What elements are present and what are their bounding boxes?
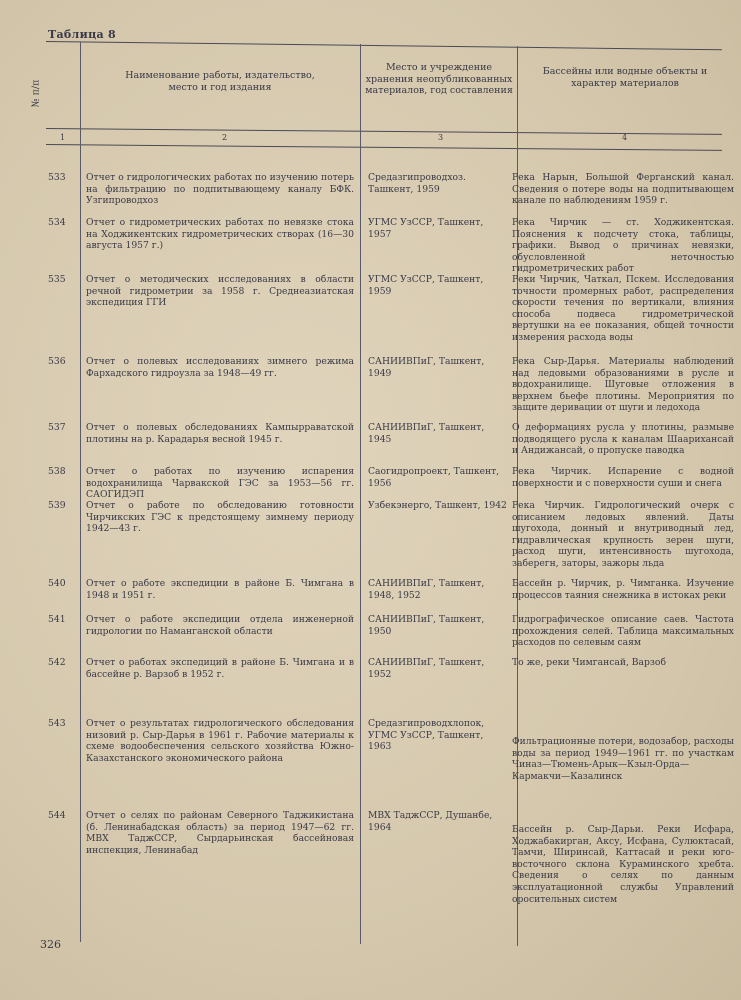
storage-place: МВХ ТаджССР, Душанбе, 1964 [368,810,493,833]
column-number: 3 [438,133,444,142]
storage-place: Средазгипроводхлопок, УГМС УзССР, Ташкент, 1963 [368,718,485,753]
storage-place: Саогидропроект, Ташкент, 1956 [368,466,500,489]
work-title: Отчет о полевых обследованиях Кампырраватской плотины на р. Карадарья весной 1945 г. [86,422,354,445]
page-number: 326 [40,938,61,951]
row-number: 540 [48,578,66,589]
storage-place: САНИИВПиГ, Ташкент, 1945 [368,422,485,445]
work-title: Отчет о результатах гидрологического обследования низовий р. Сыр-Дарья в 1961 г. Рабочие материалы к схеме водообеспечения сельского хозяйства Южно-Казахстанского экономического района [86,718,354,764]
basin-description: О деформациях русла у плотины, размыве подводящего русла к каналам Шаарихансай и Андижансай, о пропуске паводка [512,422,734,457]
work-title: Отчет о гидрологических работах по изучению потерь на фильтрацию по подпитывающему каналу БФК. Узгипроводхоз [86,172,354,207]
row-number: 544 [48,810,66,821]
storage-place: Узбекэнерго, Ташкент, 1942 [368,500,507,511]
row-number: 536 [48,356,66,367]
row-number: 533 [48,172,66,183]
basin-description: То же, реки Чимгансай, Варзоб [512,657,666,668]
column-number: 4 [622,133,628,142]
storage-place: САНИИВПиГ, Ташкент, 1949 [368,356,485,379]
header-top-rule [46,41,722,50]
row-number: 538 [48,466,66,477]
row-number: 543 [48,718,66,729]
row-number: 542 [48,657,66,668]
work-title: Отчет о селях по районам Северного Таджикистана (б. Ленинабадская область) за период 1947—62 гг. МВХ ТаджССР, Сырдарьинская бассейновая инспекция, Ленинабад [86,810,354,856]
col-divider-1 [80,42,81,942]
basin-description: Река Сыр-Дарья. Материалы наблюдений над ледовыми образованиями в русле и водохранилище. Шуговые отложения в верхнем бьефе плотины. Мероприятия по защите деривации от шуги и ледохода [512,356,734,414]
basin-description: Река Чирчик — ст. Ходжикентская. Пояснения к подсчету стока, таблицы, графики. Вывод о причинах невязки, обусловленной неточностью гидрометрических работ [512,217,734,275]
basin-description: Фильтрационные потери, водозабор, расходы воды за период 1949—1961 гг. по участкам Чиназ—Тюмень-Арык—Кзыл-Орда—Кармакчи—Казалинск [512,736,734,782]
basin-description: Реки Чирчик, Чаткал, Пскем. Исследования точности промерных работ, распределения скорости течения по вертикали, влияния способа подвеса гидрометрической вертушки на ее показания, общей точности измерения расхода воды [512,274,734,343]
work-title: Отчет о работе по обследованию готовности Чирчикских ГЭС к предстоящему зимнему периоду 1942—43 г. [86,500,354,535]
storage-place: УГМС УзССР, Ташкент, 1957 [368,217,484,240]
work-title: Отчет о полевых исследованиях зимнего режима Фархадского гидроузла за 1948—49 гг. [86,356,354,379]
header-basin: Бассейны или водные объекты и характер материалов [542,66,708,89]
work-title: Отчет о методических исследованиях в области речной гидрометрии за 1958 г. Среднеазиатская экспедиция ГГИ [86,274,354,309]
work-title: Отчет о работе экспедиции отдела инженерной гидрологии по Наманганской области [86,614,354,637]
table-label: Таблица 8 [48,28,117,41]
basin-description: Бассейн р. Чирчик, р. Чимганка. Изучение процессов таяния снежника в истоках реки [512,578,734,601]
header-bottom-rule [46,144,722,151]
storage-place: УГМС УзССР, Ташкент, 1959 [368,274,484,297]
column-number: 2 [222,133,228,142]
work-title: Отчет о работах экспедиций в районе Б. Чимгана и в бассейне р. Варзоб в 1952 г. [86,657,354,680]
storage-place: Средазгипроводхоз. Ташкент, 1959 [368,172,466,195]
work-title: Отчет о работах по изучению испарения водохранилища Чарвакской ГЭС за 1953—56 гг. САОГИДЭП [86,466,354,501]
header-num: № п/п [30,79,42,108]
row-number: 537 [48,422,66,433]
storage-place: САНИИВПиГ, Ташкент, 1952 [368,657,485,680]
work-title: Отчет о гидрометрических работах по невязке стока на Ходжикентских гидрометрических створах (16—30 августа 1957 г.) [86,217,354,252]
basin-description: Река Чирчик. Испарение с водной поверхности и с поверхности суши и снега [512,466,734,489]
storage-place: САНИИВПиГ, Ташкент, 1950 [368,614,485,637]
basin-description: Бассейн р. Сыр-Дарьи. Реки Исфара, Ходжабакирган, Аксу, Исфана, Сулюктасай, Тамчи, Ширинсай, Каттасай и реки юго-восточного склона Кураминского хребта. Сведения о селях по данным эксплуатационной службы Управлений оросительных систем [512,824,734,905]
storage-place: САНИИВПиГ, Ташкент, 1948, 1952 [368,578,485,601]
row-number: 535 [48,274,66,285]
header-mid-rule [46,128,722,135]
col-divider-2 [360,44,361,944]
work-title: Отчет о работе экспедиции в районе Б. Чимгана в 1948 и 1951 г. [86,578,354,601]
row-number: 539 [48,500,66,511]
header-place: Место и учреждение хранения неопубликованных материалов, год составления [365,62,513,96]
row-number: 541 [48,614,66,625]
column-number: 1 [60,133,66,142]
basin-description: Река Нарын, Большой Ферганский канал. Сведения о потере воды на подпитывающем канале по наблюдениям 1959 г. [512,172,734,207]
basin-description: Река Чирчик. Гидрологический очерк с описанием ледовых явлений. Даты шугохода, донный и внутриводный лед, гидравлическая крупность зерен шуги, расход шуги, интенсивность шугохода, заберегн, заторы, зажоры льда [512,500,734,569]
basin-description: Гидрографическое описание саев. Частота прохождения селей. Таблица максимальных расходов по селевым саям [512,614,734,649]
header-name: Наименование работы, издательство, место и год издания [125,70,315,93]
row-number: 534 [48,217,66,228]
